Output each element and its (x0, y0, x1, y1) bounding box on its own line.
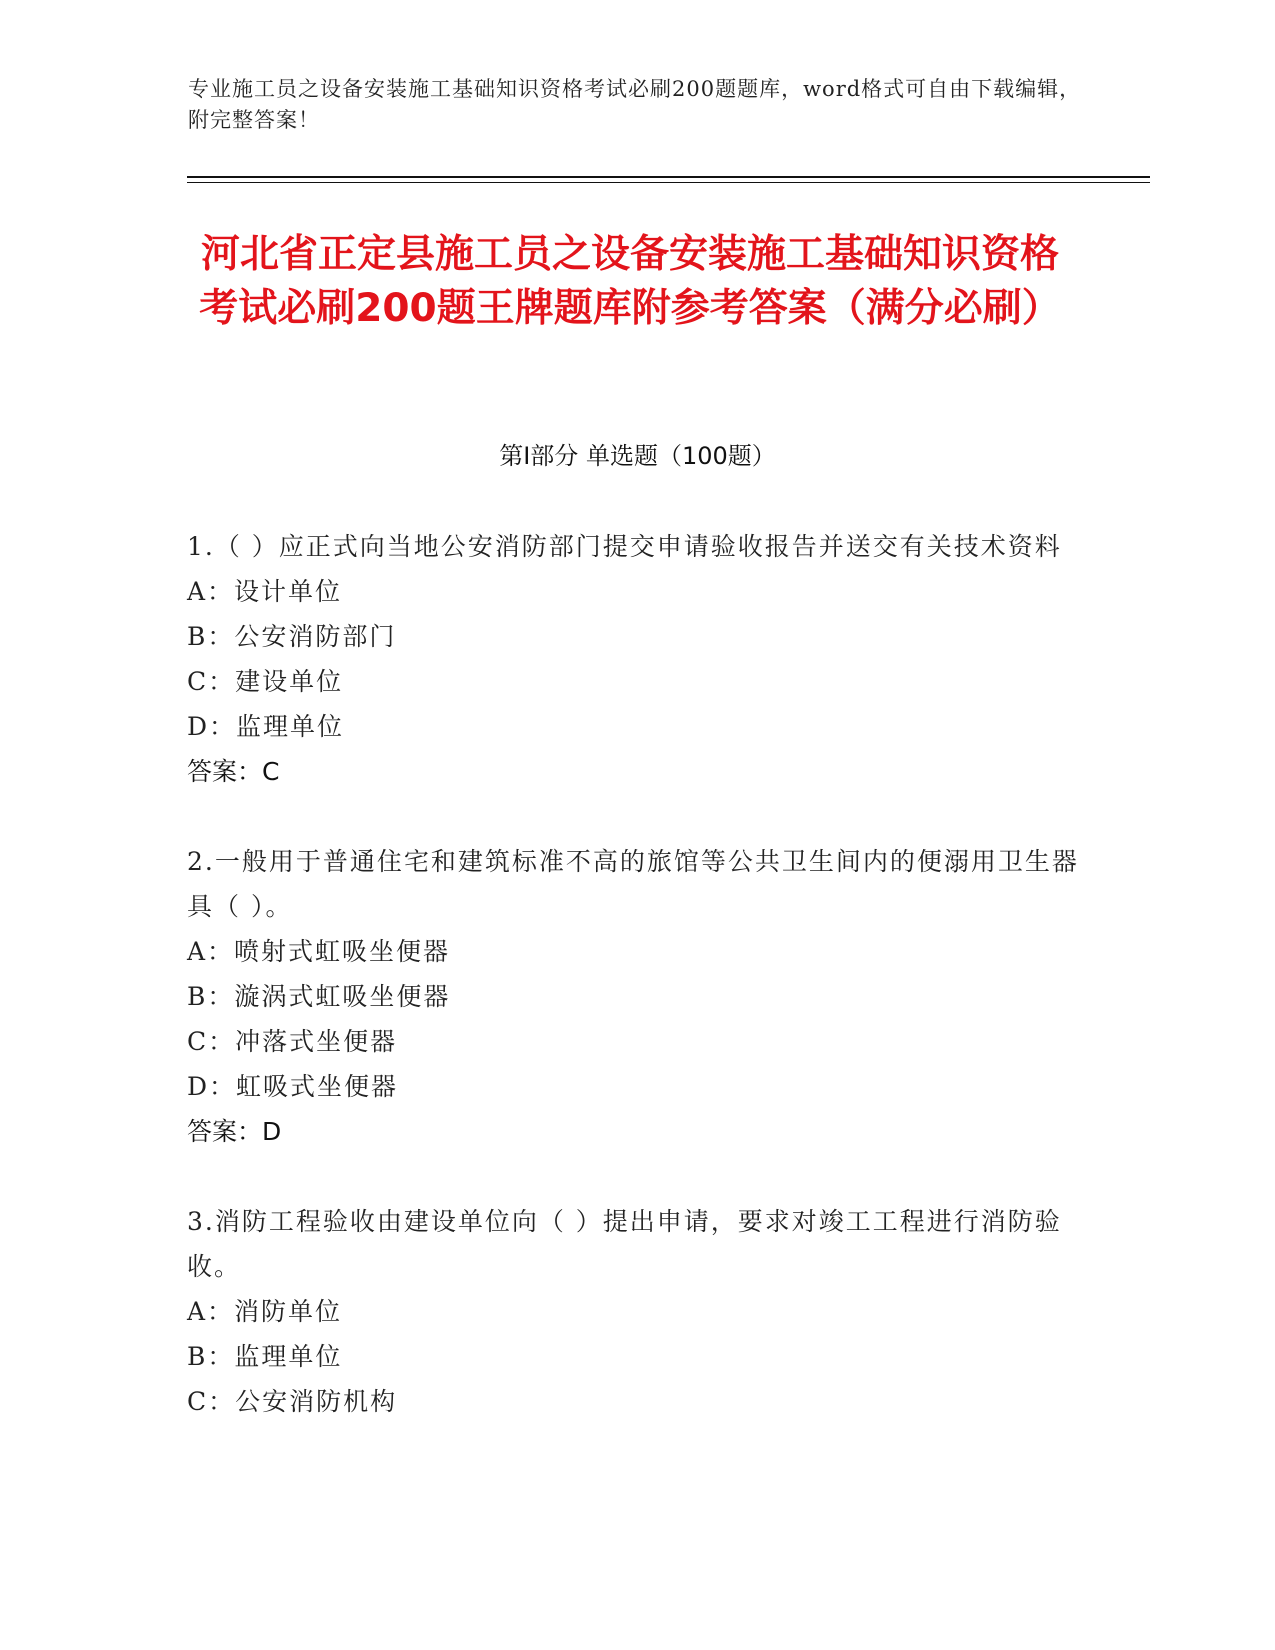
option-c: C：公安消防机构 (187, 1387, 398, 1416)
question-text: 2.一般用于普通住宅和建筑标准不高的旅馆等公共卫生间内的便溺用卫生器具（ ）。 (187, 847, 1079, 921)
question-text: 3.消防工程验收由建设单位向（ ）提出申请，要求对竣工工程进行消防验收。 (187, 1207, 1062, 1281)
question-2 (187, 839, 1087, 1154)
option-a: A：消防单位 (187, 1297, 343, 1326)
option-c: C：建设单位 (187, 667, 344, 696)
question-text: 1.（ ）应正式向当地公安消防部门提交申请验收报告并送交有关技术资料 (187, 532, 1062, 561)
option-b: B：监理单位 (187, 1342, 343, 1371)
option-a: A：喷射式虹吸坐便器 (187, 937, 451, 966)
question-3 (187, 1199, 1087, 1424)
header-rule-thin (187, 182, 1150, 183)
question-1 (187, 524, 1087, 794)
header-rule-thick (187, 176, 1150, 178)
answer: 答案：D (187, 1117, 282, 1146)
option-c: C：冲落式坐便器 (187, 1027, 398, 1056)
option-a: A：设计单位 (187, 577, 343, 606)
option-d: D：虹吸式坐便器 (187, 1072, 399, 1101)
option-d: D：监理单位 (187, 712, 345, 741)
header-note: 专业施工员之设备安装施工基础知识资格考试必刷200题题库，word格式可自由下载编辑，附完整答案！ (188, 77, 1082, 132)
option-b: B：漩涡式虹吸坐便器 (187, 982, 451, 1011)
option-b: B：公安消防部门 (187, 622, 397, 651)
answer: 答案：C (187, 757, 280, 786)
question-list (187, 524, 1087, 1469)
section-heading: 第Ⅰ部分 单选题（100题） (499, 442, 776, 470)
document-title: 河北省正定县施工员之设备安装施工基础知识资格考试必刷200题王牌题库附参考答案（满分必刷） (199, 232, 1061, 331)
